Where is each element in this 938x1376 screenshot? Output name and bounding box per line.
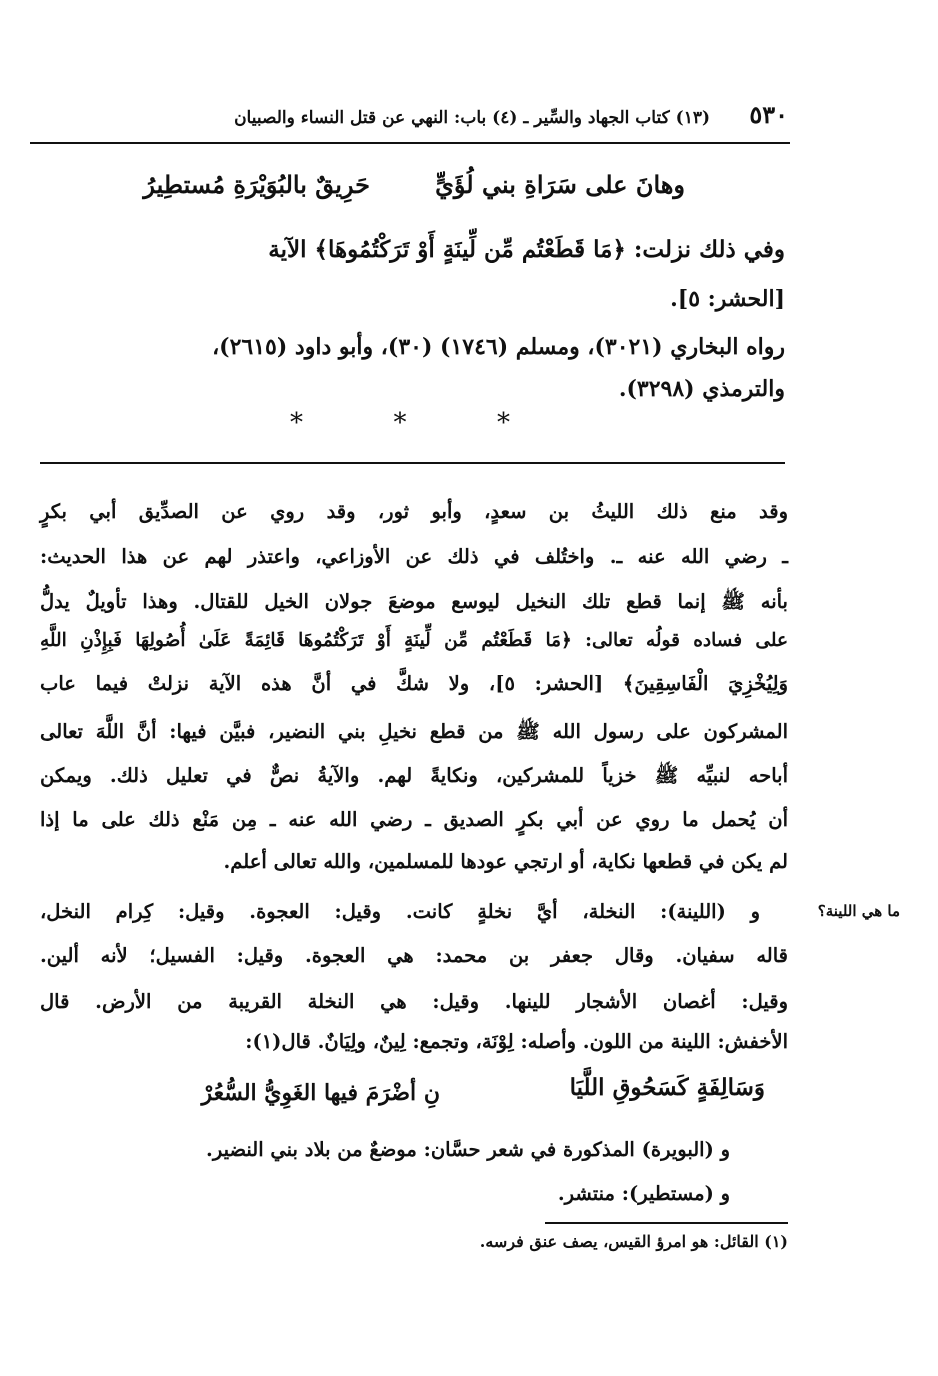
page-number: ٥٣٠ xyxy=(749,100,788,129)
commentary-line: على فساده قولُه تعالى: ﴿مَا قَطَعْتُم مِّن لِّينَةٍ أَوْ تَرَكْتُمُوهَا قَائِمَةً عَلَىٰ أُصُولِهَا فَبِإِذْنِ اللَّهِ xyxy=(40,630,788,651)
commentary-line: المشركون على رسول الله ﷺ من قطع نخيلِ بني النضير، فبيَّن فيها: أنَّ اللَّهَ تعالى xyxy=(40,720,788,743)
margin-note: ما هي اللينة؟ xyxy=(817,902,900,920)
lina-line: و (اللينة): النخلة، أيَّ نخلةٍ كانت. وقيل: العجوة. وقيل: كِرام النخل، xyxy=(40,900,760,923)
lina-line: وقيل: أغصان الأشجار للينها. وقيل: هي النخلة القريبة من الأرض. قال xyxy=(40,990,788,1013)
commentary-line: أباحه لنبيِّه ﷺ خزياً للمشركين، ونكايةً لهم. والآيةُ نصٌّ في تعليل ذلك. ويمكن xyxy=(40,764,788,787)
verse-top-right-hemistich: وهانَ على سَرَاةِ بني لُؤَيٍّ xyxy=(435,170,685,199)
lina-line: قاله سفيان. وقال جعفر بن محمد: هي العجوة. وقيل: الفسيل؛ لأنه ألين. xyxy=(40,944,788,967)
buwayra-line: و (البويرة) المذكورة في شعر حسَّان: موضعٌ من بلاد بني النضير. xyxy=(206,1138,730,1161)
footnote-rule xyxy=(545,1222,788,1224)
header-rule xyxy=(30,142,790,144)
footnote: (١) القائل: هو امرؤ القيس، يصف عنق فرسه. xyxy=(479,1232,788,1251)
commentary-line: بأنه ﷺ إنما قطع تلك النخيل ليوسع موضعَ جولان الخيل للقتال. وهذا تأويلٌ يدلُّ xyxy=(40,590,788,613)
main-text-line: وفي ذلك نزلت: ﴿مَا قَطَعْتُم مِّن لِّينَةٍ أَوْ تَرَكْتُمُوهَا﴾ الآية xyxy=(268,236,785,263)
commentary-line: وقد منع ذلك الليثُ بن سعدٍ، وأبو ثور، وقد روي عن الصدِّيق أبي بكرٍ xyxy=(40,500,788,523)
running-header-title: (١٣) كتاب الجهاد والسِّير ـ (٤) باب: النهي عن قتل النساء والصبيان xyxy=(234,108,710,128)
main-text-line: والترمذي (٣٢٩٨). xyxy=(618,376,785,402)
star-ornament: * xyxy=(290,408,303,438)
commentary-line: وَلِيُخْزِيَ الْفَاسِقِينَ﴾ [الحشر: ٥]، ولا شكَّ في أنَّ هذه الآية نزلتْ فيما عاب xyxy=(40,672,788,695)
star-ornament: * xyxy=(393,408,407,438)
commentary-rule xyxy=(40,462,785,464)
section-separator xyxy=(290,408,510,438)
verse-bottom-left-hemistich: نِ أضْرَمَ فيها الغَوِيُّ السُّعُرْ xyxy=(201,1080,440,1106)
commentary-line: أن يُحمل ما روي عن أبي بكرٍ الصديق ـ رضي الله عنه ـ مِن مَنْع ذلك على ما إذا xyxy=(40,808,788,831)
main-text-line: [الحشر: ٥]. xyxy=(670,286,785,312)
verse-bottom-right-hemistich: وَسَالِفَةٍ كَسَحُوقِ اللَّيَا xyxy=(569,1074,765,1101)
main-text-line: رواه البخاري (٣٠٢١)، ومسلم (١٧٤٦) (٣٠)، وأبو داود (٢٦١٥)، xyxy=(212,334,785,360)
commentary-line: ـ رضي الله عنه ـ. واختُلف في ذلك عن الأوزاعي، واعتذر لهم عن هذا الحديث: xyxy=(40,545,788,568)
star-ornament: * xyxy=(497,408,510,438)
verse-top-left-hemistich: حَرِيقٌ بالبُوَيْرَةِ مُستطِيرُ xyxy=(143,170,370,199)
commentary-line: لم يكن في قطعها نكاية، أو ارتجي عودها للمسلمين، والله تعالى أعلم. xyxy=(223,850,788,873)
buwayra-line: و (مستطير): منتشر. xyxy=(557,1182,730,1205)
lina-line: الأخفش: اللينة من اللون. وأصله: لِوْنَة، وتجمع: لِينٌ، ولِيَانٌ. قال(١): xyxy=(245,1030,788,1053)
